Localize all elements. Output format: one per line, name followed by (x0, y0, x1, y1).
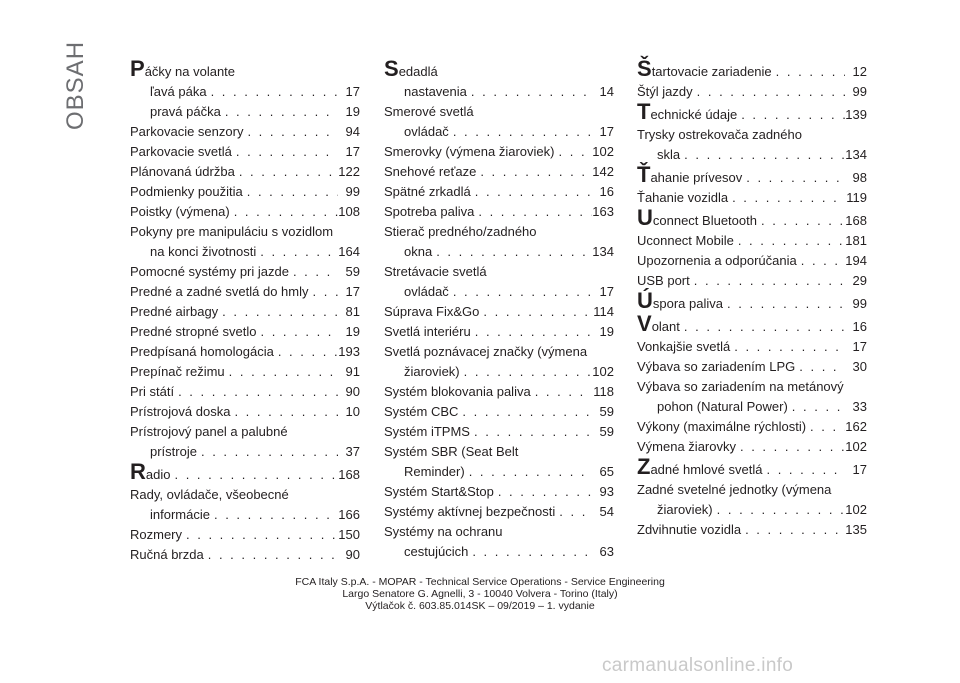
index-entry (637, 83, 867, 100)
dot-leader (182, 526, 338, 543)
index-entry-title-rest: adio (145, 467, 171, 482)
dot-leader (449, 283, 592, 300)
page-number: 17 (852, 339, 867, 354)
index-entry-title: Systém CBC (384, 404, 459, 419)
index-entry-title: Smerovky (výmena žiaroviek) (384, 144, 555, 159)
footer-line-2: Largo Senatore G. Agnelli, 3 - 10040 Volvera - Torino (Italy) (342, 588, 618, 600)
index-initial-letter: P (130, 56, 145, 81)
index-entry (637, 189, 867, 206)
dot-leader (460, 363, 592, 380)
index-initial-letter: V (637, 311, 652, 336)
index-entry (384, 483, 614, 500)
index-entry-title: na konci životnosti (150, 244, 257, 259)
page-number: 108 (338, 204, 360, 219)
index-entry (637, 521, 867, 538)
index-entry (384, 303, 614, 320)
index-entry-title (637, 454, 763, 479)
index-entry (384, 143, 614, 160)
dot-leader (494, 483, 592, 500)
index-entry (130, 103, 360, 120)
index-entry-title: cestujúcich (404, 544, 469, 559)
index-entry-title: USB port (637, 273, 690, 288)
index-entry (130, 303, 360, 320)
index-entry (384, 503, 614, 520)
dot-leader (757, 212, 845, 229)
index-entry-text: Stretávacie svetlá (384, 264, 487, 279)
dot-leader (470, 423, 592, 440)
page-number: 19 (345, 324, 360, 339)
index-entry-title: Svetlá interiéru (384, 324, 471, 339)
index-entry (384, 163, 614, 180)
index-initial-letter: U (637, 205, 653, 230)
page-number: 93 (599, 484, 614, 499)
dot-leader (690, 272, 845, 289)
dot-leader (256, 243, 338, 260)
index-letter-heading (130, 56, 360, 81)
index-entry-title: Parkovacie senzory (130, 124, 244, 139)
index-entry-title-rest: olant (651, 319, 680, 334)
index-entry-title: Podmienky použitia (130, 184, 243, 199)
page-number: 90 (345, 384, 360, 399)
dot-leader (235, 163, 338, 180)
dot-leader (531, 383, 592, 400)
index-entry-title: Vonkajšie svetlá (637, 339, 731, 354)
index-entry (384, 203, 614, 220)
page-number: 98 (852, 170, 867, 185)
page-number: 139 (845, 107, 867, 122)
index-entry (637, 232, 867, 249)
page-number: 17 (852, 462, 867, 477)
index-entry-title (637, 162, 743, 187)
index-initial-letter: Z (637, 454, 651, 479)
index-entry-title-rest: connect Bluetooth (652, 213, 757, 228)
page-number: 134 (592, 244, 614, 259)
index-letter-heading (384, 56, 614, 81)
page-number: 102 (845, 502, 867, 517)
dot-leader (736, 438, 845, 455)
page-number: 30 (852, 359, 867, 374)
dot-leader (243, 123, 338, 140)
dot-leader (274, 343, 338, 360)
page-number: 134 (845, 147, 867, 162)
page-number: 135 (845, 522, 867, 537)
index-entry-title: Systém iTPMS (384, 424, 470, 439)
dot-leader (465, 463, 592, 480)
index-entry-title: informácie (150, 507, 210, 522)
index-letter-heading (637, 205, 867, 230)
index-entry (130, 83, 360, 100)
index-letter-heading (637, 311, 867, 336)
dot-leader (741, 521, 845, 538)
dot-leader (230, 203, 338, 220)
index-entry-title: Ručná brzda (130, 547, 204, 562)
page-number: 17 (345, 284, 360, 299)
dot-leader (476, 163, 592, 180)
index-entry-title: ľavá páka (150, 84, 207, 99)
index-entry-title (637, 205, 757, 230)
index-initial-letter: R (130, 459, 146, 484)
index-initial-letter: Ú (637, 288, 653, 313)
publisher-footer (0, 576, 960, 612)
dot-leader (742, 169, 845, 186)
dot-leader (432, 243, 592, 260)
index-entry-title: ovládač (404, 124, 449, 139)
index-entry-title: skla (657, 147, 681, 162)
page-number: 16 (852, 319, 867, 334)
dot-leader (232, 143, 338, 160)
dot-leader (737, 106, 845, 123)
dot-leader (479, 303, 592, 320)
dot-leader (762, 461, 845, 478)
index-entry (384, 323, 614, 340)
page-number: 90 (345, 547, 360, 562)
index-entry-title: Reminder) (404, 464, 465, 479)
dot-leader (797, 252, 845, 269)
dot-leader (225, 363, 338, 380)
page-number: 99 (852, 84, 867, 99)
page-number: 17 (599, 284, 614, 299)
index-entry (637, 358, 867, 375)
index-entry-title: Systémy aktívnej bezpečnosti (384, 504, 556, 519)
dot-leader (471, 323, 592, 340)
footer-line-1: FCA Italy S.p.A. - MOPAR - Technical Service Operations - Service Engineering (295, 576, 665, 588)
page-number: 119 (846, 190, 867, 205)
index-entry-title (130, 459, 171, 484)
dot-leader (728, 189, 845, 206)
index-entry-title: Prepínač režimu (130, 364, 225, 379)
index-entry (384, 283, 614, 300)
index-entry-title: Spätné zrkadlá (384, 184, 471, 199)
index-entry-title (384, 56, 438, 81)
index-entry-title-rest: adné hmlové svetlá (650, 462, 763, 477)
index-entry-title: Štýl jazdy (637, 84, 693, 99)
index-entry (637, 438, 867, 455)
index-entry-title: pohon (Natural Power) (657, 399, 788, 414)
index-entry (130, 203, 360, 220)
index-entry-text: Pokyny pre manipuláciu s vozidlom (130, 224, 334, 239)
page-number: 94 (345, 124, 360, 139)
page-number: 37 (345, 444, 360, 459)
index-entry-title: Predné stropné svetlo (130, 324, 257, 339)
dot-leader (772, 63, 845, 80)
index-entry-title: žiaroviek) (657, 502, 713, 517)
page-number: 59 (345, 264, 360, 279)
index-entry (130, 343, 360, 360)
index-entry-title-rest: áčky na volante (144, 64, 236, 79)
index-entry-title: Predné a zadné svetlá do hmly (130, 284, 309, 299)
index-letter-heading (637, 288, 867, 313)
dot-leader (458, 403, 592, 420)
page-number: 17 (345, 144, 360, 159)
dot-leader (713, 501, 845, 518)
dot-leader (449, 123, 592, 140)
index-letter-heading (130, 459, 360, 484)
index-entry-title: nastavenia (404, 84, 467, 99)
index-entry (130, 123, 360, 140)
dot-leader (680, 318, 845, 335)
index-entry-title: pravá páčka (150, 104, 221, 119)
footer-line-3: Výtlačok č. 603.85.014SK – 09/2019 – 1. vydanie (365, 600, 595, 612)
index-entry-title: okna (404, 244, 433, 259)
index-column-1 (130, 56, 360, 566)
dot-leader (221, 103, 338, 120)
index-entry (637, 501, 867, 518)
page-number: 168 (338, 467, 360, 482)
index-entry-title: prístroje (150, 444, 197, 459)
index-letter-heading (637, 454, 867, 479)
index-entry (384, 383, 614, 400)
page-number: 163 (592, 204, 614, 219)
page-number: 65 (599, 464, 614, 479)
index-entry-title: Predpísaná homologácia (130, 344, 274, 359)
index-entry-text: Systém SBR (Seat Belt (384, 444, 519, 459)
index-entry (384, 123, 614, 140)
index-entry (130, 143, 360, 160)
index-entry (637, 146, 867, 163)
index-initial-letter: Š (637, 56, 652, 81)
page-number: 164 (338, 244, 360, 259)
index-entry-title-rest: edadlá (398, 64, 438, 79)
index-entry-title-rest: echnické údaje (650, 107, 738, 122)
dot-leader (256, 323, 338, 340)
index-entry-text: Zadné svetelné jednotky (výmena (637, 482, 832, 497)
page-number: 114 (593, 304, 614, 319)
dot-leader (170, 466, 338, 483)
index-entry-text: Systémy na ochranu (384, 524, 503, 539)
index-entry (130, 443, 360, 460)
index-entry (130, 243, 360, 260)
index-entry-title: Plánovaná údržba (130, 164, 235, 179)
page-number: 166 (338, 507, 360, 522)
index-entry (130, 283, 360, 300)
dot-leader (806, 418, 845, 435)
page-number: 16 (599, 184, 614, 199)
page-number: 19 (599, 324, 614, 339)
dot-leader (204, 546, 338, 563)
page-number: 118 (593, 384, 614, 399)
index-entry (384, 543, 614, 560)
index-entry-title: Pri státí (130, 384, 175, 399)
index-entry-title: Ťahanie vozidla (637, 190, 729, 205)
page-number: 19 (345, 104, 360, 119)
index-initial-letter: T (637, 99, 651, 124)
index-initial-letter: Ť (637, 162, 651, 187)
index-entry (130, 546, 360, 563)
index-entry-title: ovládač (404, 284, 449, 299)
page-number: 12 (852, 64, 867, 79)
page-number: 194 (845, 253, 867, 268)
index-entry-title: Výmena žiarovky (637, 439, 736, 454)
dot-leader (309, 283, 339, 300)
index-entry (384, 183, 614, 200)
dot-leader (693, 83, 845, 100)
dot-leader (207, 83, 338, 100)
page-number: 59 (599, 404, 614, 419)
page-number: 10 (345, 404, 360, 419)
index-entry (130, 323, 360, 340)
index-entry-title: Zdvihnutie vozidla (637, 522, 742, 537)
index-entry-title-rest: spora paliva (652, 296, 723, 311)
page-number: 102 (845, 439, 867, 454)
index-entry-text: Rady, ovládače, všeobecné (130, 487, 289, 502)
index-entry-title: žiaroviek) (404, 364, 460, 379)
index-entry (384, 423, 614, 440)
page-number: 102 (592, 144, 614, 159)
index-entry-title-rest: ahanie prívesov (650, 170, 743, 185)
page-number: 91 (345, 364, 360, 379)
dot-leader (723, 295, 845, 312)
watermark: carmanualsonline.info (602, 655, 794, 676)
index-entry (637, 338, 867, 355)
dot-leader (555, 143, 593, 160)
page-number: 193 (338, 344, 360, 359)
page-number: 17 (345, 84, 360, 99)
index-entry (384, 363, 614, 380)
index-entry-text: Prístrojový panel a palubné (130, 424, 288, 439)
page-number: 168 (845, 213, 867, 228)
index-entry-title: Rozmery (130, 527, 183, 542)
index-entry-title: Predné airbagy (130, 304, 219, 319)
index-entry-title: Parkovacie svetlá (130, 144, 232, 159)
dot-leader (730, 338, 845, 355)
page-number: 99 (852, 296, 867, 311)
index-entry (384, 403, 614, 420)
index-entry-title: Pomocné systémy pri jazde (130, 264, 289, 279)
index-entry-text: Smerové svetlá (384, 104, 474, 119)
index-letter-heading (637, 99, 867, 124)
page-number: 181 (845, 233, 867, 248)
index-initial-letter: S (384, 56, 399, 81)
index-entry-text: Výbava so zariadením na metánový (637, 379, 844, 394)
index-entry-title: Upozornenia a odporúčania (637, 253, 797, 268)
dot-leader (218, 303, 338, 320)
dot-leader (467, 83, 592, 100)
index-entry-title: Snehové reťaze (384, 164, 477, 179)
index-entry-title: Spotreba paliva (384, 204, 475, 219)
page-number: 102 (592, 364, 614, 379)
index-entry (130, 403, 360, 420)
index-entry-title-rest: tartovacie zariadenie (651, 64, 772, 79)
index-entry-text: Stierač predného/zadného (384, 224, 537, 239)
index-entry-title: Výbava so zariadením LPG (637, 359, 796, 374)
dot-leader (230, 403, 338, 420)
dot-leader (474, 203, 592, 220)
dot-leader (289, 263, 338, 280)
index-entry-title: Prístrojová doska (130, 404, 231, 419)
index-entry (130, 183, 360, 200)
page-number: 150 (338, 527, 360, 542)
page-number: 17 (599, 124, 614, 139)
page-number: 122 (338, 164, 360, 179)
index-entry-title (637, 99, 738, 124)
dot-leader (210, 506, 338, 523)
index-entry-title: Uconnect Mobile (637, 233, 734, 248)
index-entry-text: Trysky ostrekovača zadného (637, 127, 802, 142)
index-entry (130, 506, 360, 523)
dot-leader (680, 146, 845, 163)
dot-leader (734, 232, 845, 249)
index-entry (637, 252, 867, 269)
index-letter-heading (637, 56, 867, 81)
dot-leader (468, 543, 592, 560)
index-entry-title: Poistky (výmena) (130, 204, 230, 219)
index-entry-title (637, 311, 680, 336)
index-letter-heading (637, 162, 867, 187)
index-entry (384, 463, 614, 480)
dot-leader (555, 503, 592, 520)
index-entry-title: Výkony (maximálne rýchlosti) (637, 419, 807, 434)
dot-leader (174, 383, 338, 400)
index-entry (637, 398, 867, 415)
dot-leader (243, 183, 338, 200)
dot-leader (795, 358, 845, 375)
index-entry-text: Svetlá poznávacej značky (výmena (384, 344, 588, 359)
page-number: 54 (599, 504, 614, 519)
dot-leader (788, 398, 845, 415)
index-entry (130, 363, 360, 380)
dot-leader (471, 183, 592, 200)
page-number: 162 (845, 419, 867, 434)
index-entry-title (637, 288, 723, 313)
index-entry-title: Súprava Fix&Go (384, 304, 480, 319)
page-number: 14 (599, 84, 614, 99)
index-entry (637, 272, 867, 289)
page-number: 81 (345, 304, 360, 319)
section-label: OBSAH (62, 40, 89, 130)
index-entry-title: Systém blokovania paliva (384, 384, 531, 399)
page-number: 142 (592, 164, 614, 179)
page-number: 29 (852, 273, 867, 288)
page-number: 99 (345, 184, 360, 199)
index-entry (384, 83, 614, 100)
index-entry (130, 163, 360, 180)
index-entry (130, 526, 360, 543)
page-number: 63 (599, 544, 614, 559)
dot-leader (197, 443, 338, 460)
index-entry (130, 263, 360, 280)
index-entry (637, 418, 867, 435)
index-entry-title (130, 56, 236, 81)
index-column-3 (637, 56, 867, 541)
index-entry (384, 243, 614, 260)
page-number: 33 (852, 399, 867, 414)
index-entry-title: Systém Start&Stop (384, 484, 494, 499)
index-column-2 (384, 56, 614, 563)
index-entry-title (637, 56, 772, 81)
page-number: 59 (599, 424, 614, 439)
index-entry (130, 383, 360, 400)
